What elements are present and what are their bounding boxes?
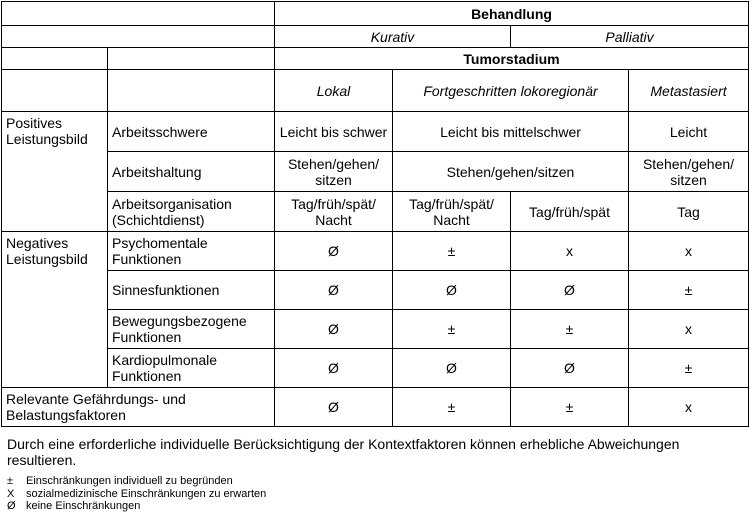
- cell-symbol: ±: [629, 349, 749, 388]
- table-row: [2, 271, 749, 310]
- row-label: Kardiopulmonale Funktionen: [108, 349, 275, 388]
- header-empty-cell: [2, 70, 108, 112]
- cell-symbol: Ø: [511, 349, 629, 388]
- behandlung-header: Behandlung: [275, 2, 749, 26]
- table-row: [2, 388, 749, 427]
- cell-symbol: x: [511, 232, 629, 271]
- tumorstadium-header: Tumorstadium: [275, 48, 749, 70]
- row-label: Arbeitsschwere: [108, 112, 275, 152]
- cell-symbol: Ø: [393, 349, 511, 388]
- row-label: Arbeitshaltung: [108, 152, 275, 192]
- lokal-header: Lokal: [275, 70, 393, 112]
- cell-symbol: Ø: [275, 388, 393, 427]
- cell-fortgeschritten-kurativ: Tag/früh/spät/ Nacht: [393, 192, 511, 232]
- cell-symbol: x: [629, 388, 749, 427]
- header-empty-cell: [2, 2, 275, 26]
- legend-symbol: X: [7, 487, 15, 500]
- table-row: [2, 192, 749, 232]
- metastasiert-header: Metastasiert: [629, 70, 749, 112]
- cell-fortgeschritten: Leicht bis mittelschwer: [393, 112, 629, 152]
- legend-symbol: ±: [7, 475, 14, 487]
- cell-metastasiert: Tag: [629, 192, 749, 232]
- legend-item: [7, 500, 266, 513]
- legend-item: [7, 475, 266, 488]
- cell-metastasiert: Leicht: [629, 112, 749, 152]
- header-row-therapy: [2, 26, 749, 48]
- legend-text: keine Einschränkungen: [26, 500, 141, 513]
- cell-symbol: ±: [393, 232, 511, 271]
- header-row-behandlung: [2, 2, 749, 26]
- header-empty-cell: [108, 70, 275, 112]
- legend-text: sozialmedizinische Einschränkungen zu erwarten: [26, 487, 267, 500]
- cell-fortgeschritten-palliativ: Tag/früh/spät: [511, 192, 629, 232]
- legend-symbol: Ø: [7, 500, 16, 513]
- legend: [7, 475, 266, 513]
- cell-lokal: Stehen/gehen/ sitzen: [275, 152, 393, 192]
- cell-metastasiert: Stehen/gehen/ sitzen: [629, 152, 749, 192]
- table-row: [2, 349, 749, 388]
- cell-symbol: Ø: [275, 232, 393, 271]
- header-empty-cell: [2, 26, 275, 48]
- table-row: [2, 112, 749, 152]
- cell-symbol: x: [629, 232, 749, 271]
- header-empty-cell: [2, 48, 108, 70]
- row-label: Psychomentale Funktionen: [108, 232, 275, 271]
- table-row: [2, 152, 749, 192]
- cell-symbol: Ø: [275, 349, 393, 388]
- cell-symbol: ±: [511, 310, 629, 349]
- header-empty-cell: [108, 48, 275, 70]
- cell-symbol: Ø: [275, 271, 393, 310]
- leistungsbild-table: [1, 1, 749, 427]
- cell-lokal: Tag/früh/spät/ Nacht: [275, 192, 393, 232]
- palliativ-header: Palliativ: [511, 26, 749, 48]
- legend-text: Einschränkungen individuell zu begründen: [26, 475, 233, 487]
- kurativ-header: Kurativ: [275, 26, 511, 48]
- row-label: Sinnesfunktionen: [108, 271, 275, 310]
- cell-symbol: ±: [393, 310, 511, 349]
- cell-symbol: Ø: [393, 271, 511, 310]
- header-row-tumorstadium: [2, 48, 749, 70]
- group-relevant: Relevante Gefährdungs- und Belastungsfaktoren: [2, 388, 275, 427]
- row-label: Arbeitsorganisation (Schichtdienst): [108, 192, 275, 232]
- cell-lokal: Leicht bis schwer: [275, 112, 393, 152]
- table-row: [2, 310, 749, 349]
- legend-item: [7, 488, 266, 501]
- table-row: [2, 232, 749, 271]
- cell-symbol: ±: [393, 388, 511, 427]
- cell-symbol: ±: [629, 271, 749, 310]
- header-row-stages: [2, 70, 749, 112]
- group-positiv: Positives Leistungsbild: [2, 112, 108, 232]
- row-label: Bewegungsbezogene Funktionen: [108, 310, 275, 349]
- cell-symbol: ±: [511, 388, 629, 427]
- fortgeschritten-header: Fortgeschritten lokoregionär: [393, 70, 629, 112]
- cell-symbol: Ø: [275, 310, 393, 349]
- group-negativ: Negatives Leistungsbild: [2, 232, 108, 388]
- cell-symbol: Ø: [511, 271, 629, 310]
- cell-fortgeschritten: Stehen/gehen/sitzen: [393, 152, 629, 192]
- footnote-text: Durch eine erforderliche individuelle Berücksichtigung der Kontextfaktoren können erhebliche Abweichungen resultieren.: [7, 436, 680, 468]
- cell-symbol: x: [629, 310, 749, 349]
